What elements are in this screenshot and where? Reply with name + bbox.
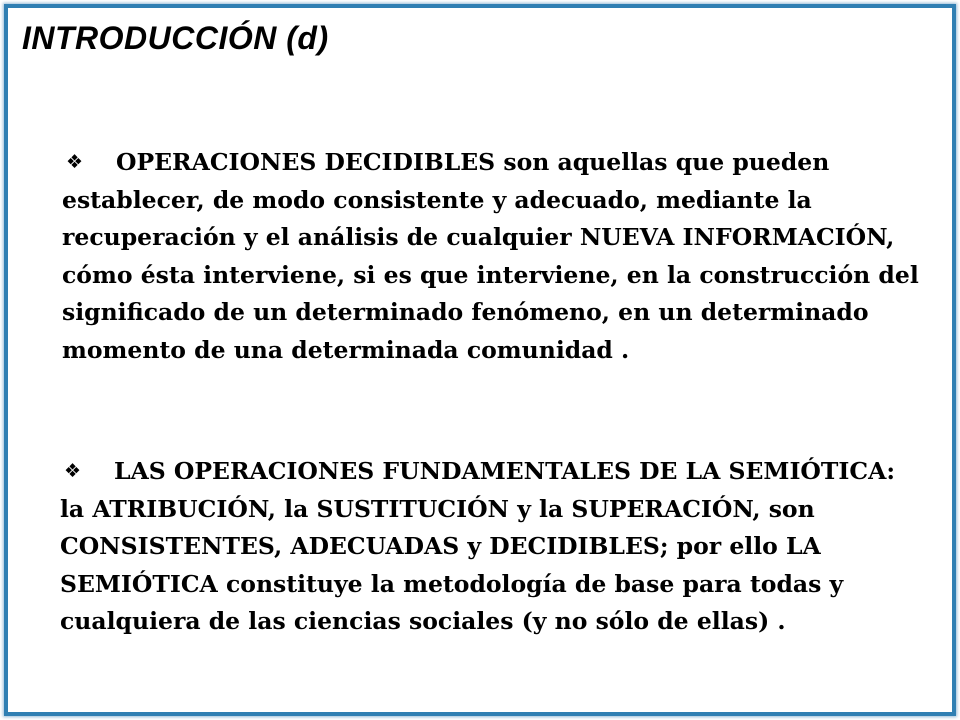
diamond-bullet-icon: ❖ [64, 460, 82, 482]
diamond-bullet-icon: ❖ [66, 151, 84, 173]
paragraph-operaciones-fundamentales [60, 453, 922, 641]
paragraph-text: LAS OPERACIONES FUNDAMENTALES DE LA SEMIÓTICA: la ATRIBUCIÓN, la SUSTITUCIÓN y la SUPERACIÓN, son CONSISTENTES, ADECUADAS y DECIDIBLES; por ello LA SEMIÓTICA constituye la metodología de base para todas y cualquiera de las ciencias sociales (y no sólo de ellas) . [60, 457, 895, 635]
paragraph-operaciones-decidibles [62, 144, 922, 369]
slide-title: INTRODUCCIÓN (d) [22, 20, 329, 56]
paragraph-text: OPERACIONES DECIDIBLES son aquellas que pueden establecer, de modo consistente y adecuado, mediante la recuperación y el análisis de cualquier NUEVA INFORMACIÓN, cómo ésta interviene, si es que interviene, en la construcción del significado de un determinado fenómeno, en un determinado momento de una determinada comunidad . [62, 148, 919, 364]
